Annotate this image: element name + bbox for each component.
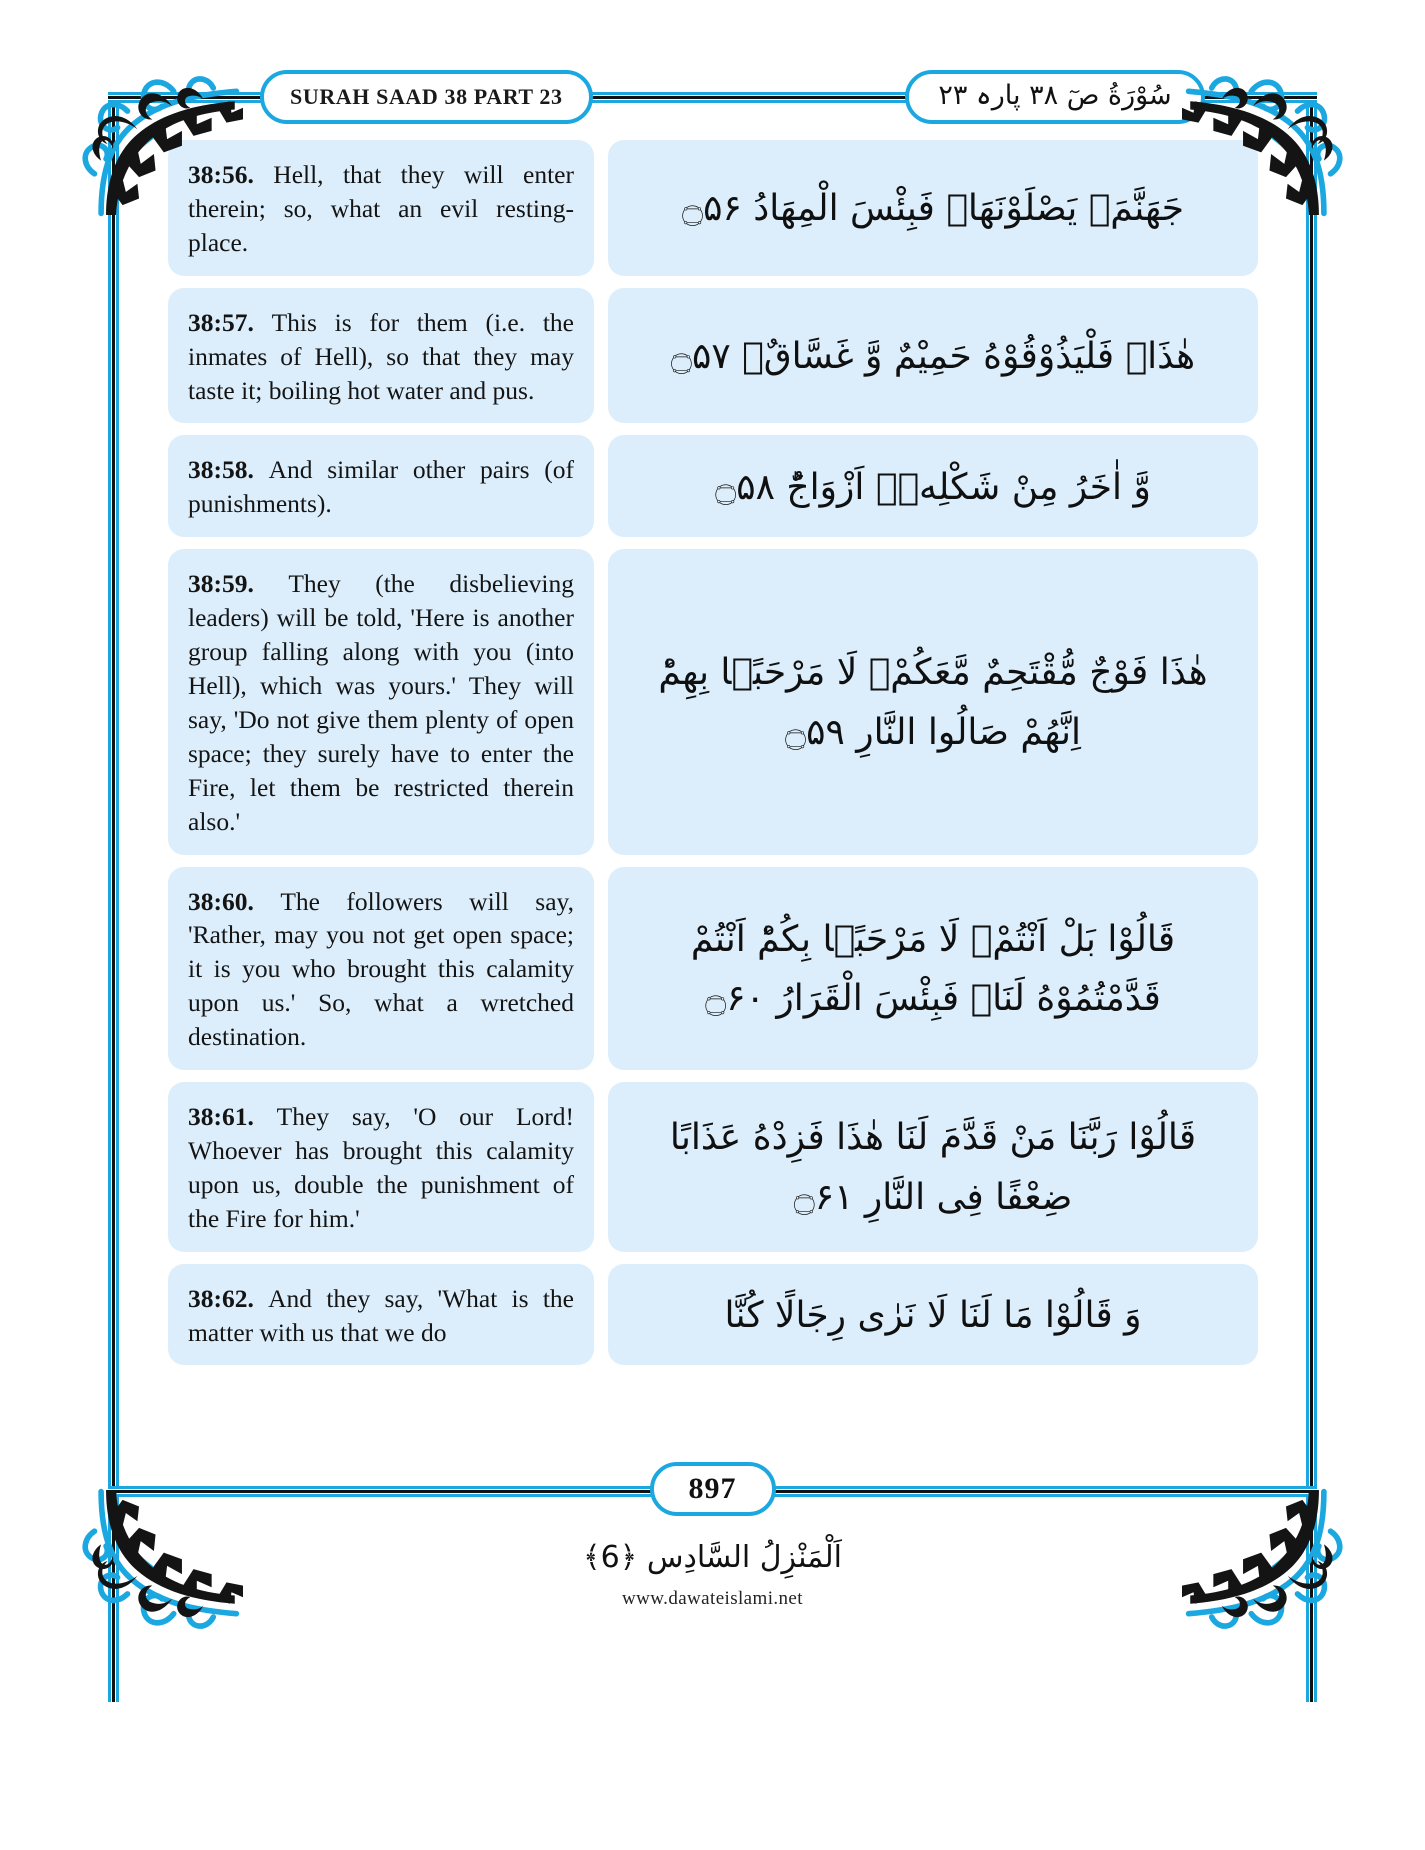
verse-reference: 38:57.: [188, 307, 272, 337]
verse-arabic-text: قَالُوْا بَلْ اَنْتُمْ۫ لَا مَرْحَبًۢا بِكُمْؕ اَنْتُمْ قَدَّمْتُمُوْهُ لَنَاۚ فَبِئْسَ الْقَرَارُ ۝۶۰: [690, 918, 1176, 1020]
verse-english-text: This is for them (i.e. the inmates of Hell), so that they may taste it; boiling hot water and pus.: [188, 307, 574, 405]
verse-row: [168, 867, 1258, 1071]
verse-row: [168, 288, 1258, 424]
verse-arabic-cell: [608, 867, 1258, 1071]
page-number-pill: [650, 1462, 776, 1516]
verse-list: [168, 140, 1258, 1377]
verse-arabic-cell: [608, 549, 1258, 854]
border-rule-left: [108, 96, 119, 1702]
verse-reference: 38:61.: [188, 1102, 277, 1132]
verse-english-text: The followers will say, 'Rather, may you not get open space; it is you who brought this calamity upon us.' So, what a wretched destination.: [188, 886, 574, 1052]
verse-row: [168, 1264, 1258, 1366]
verse-arabic-cell: [608, 1264, 1258, 1366]
page-number: 897: [688, 1472, 737, 1505]
verse-row: [168, 435, 1258, 537]
surah-title-arabic: سُوْرَةُ صٓ ۳۸ پارہ ۲۳: [938, 79, 1172, 111]
verse-english-text: And similar other pairs (of punishments).: [188, 455, 574, 519]
verse-english-cell: [168, 435, 594, 537]
surah-title-english: SURAH SAAD 38 PART 23: [290, 84, 563, 109]
verse-arabic-text: هٰذَاۙ فَلْیَذُوْقُوْهُ حَمِیْمٌ وَّ غَسَّاقٌۙ ۝۵۷: [670, 335, 1196, 377]
verse-english-cell: [168, 288, 594, 424]
border-rule-top: [108, 92, 1317, 103]
verse-arabic-cell: [608, 1082, 1258, 1252]
manzil-label: اَلْمَنْزِلُ السَّادِس ﴿6﴾: [583, 1540, 842, 1575]
verse-reference: 38:58.: [188, 455, 269, 485]
verse-arabic-text: جَهَنَّمَۚ یَصْلَوْنَهَاۚ فَبِئْسَ الْمِهَادُ ۝۵۶: [682, 188, 1184, 230]
verse-english-cell: [168, 1082, 594, 1252]
corner-ornament-top-right: [1182, 55, 1347, 220]
verse-reference: 38:59.: [188, 569, 289, 599]
verse-english-cell: [168, 867, 594, 1071]
verse-arabic-cell: [608, 288, 1258, 424]
verse-arabic-cell: [608, 435, 1258, 537]
verse-reference: 38:56.: [188, 160, 274, 189]
website-url: www.dawateislami.net: [622, 1588, 803, 1609]
verse-arabic-cell: [608, 140, 1258, 276]
verse-reference: 38:62.: [188, 1283, 269, 1313]
verse-english-text: They say, 'O our Lord! Whoever has brought this calamity upon us, double the punishment of the Fire for him.': [188, 1102, 575, 1233]
verse-row: [168, 140, 1258, 276]
verse-english-cell: [168, 549, 594, 854]
verse-reference: 38:60.: [188, 886, 281, 916]
border-rule-right: [1306, 96, 1317, 1702]
verse-arabic-text: وَ قَالُوْا مَا لَنَا لَا نَرٰى رِجَالًا كُنَّا: [724, 1294, 1142, 1336]
verse-english-text: And they say, 'What is the matter with us that we do: [188, 1283, 574, 1347]
verse-row: [168, 1082, 1258, 1252]
verse-arabic-text: قَالُوْا رَبَّنَا مَنْ قَدَّمَ لَنَا هٰذَا فَزِدْهُ عَذَابًا ضِعْفًا فِی النَّارِ ۝۶۱: [669, 1117, 1197, 1218]
corner-ornament-top-left: [78, 55, 243, 220]
verse-english-text: They (the disbelieving leaders) will be told, 'Here is another group falling along with you (into Hell), which was yours.' They will say, 'Do not give them plenty of open space; they surely have to enter the Fire, let them be restricted therein also.': [188, 569, 574, 836]
verse-arabic-text: هٰذَا فَوْجٌ مُّقْتَحِمٌ مَّعَكُمْۚ لَا مَرْحَبًۢا بِهِمْؕ اِنَّهُمْ صَالُوا النَّارِ ۝۵۹: [658, 652, 1208, 753]
verse-arabic-text: وَّ اٰخَرُ مِنْ شَكْلِهٖۤ اَزْوَاجٌؕ ۝۵۸: [715, 466, 1151, 508]
verse-row: [168, 549, 1258, 854]
verse-english-text: Hell, that they will enter therein; so, what an evil resting-place.: [188, 160, 574, 257]
verse-english-cell: [168, 1264, 594, 1366]
